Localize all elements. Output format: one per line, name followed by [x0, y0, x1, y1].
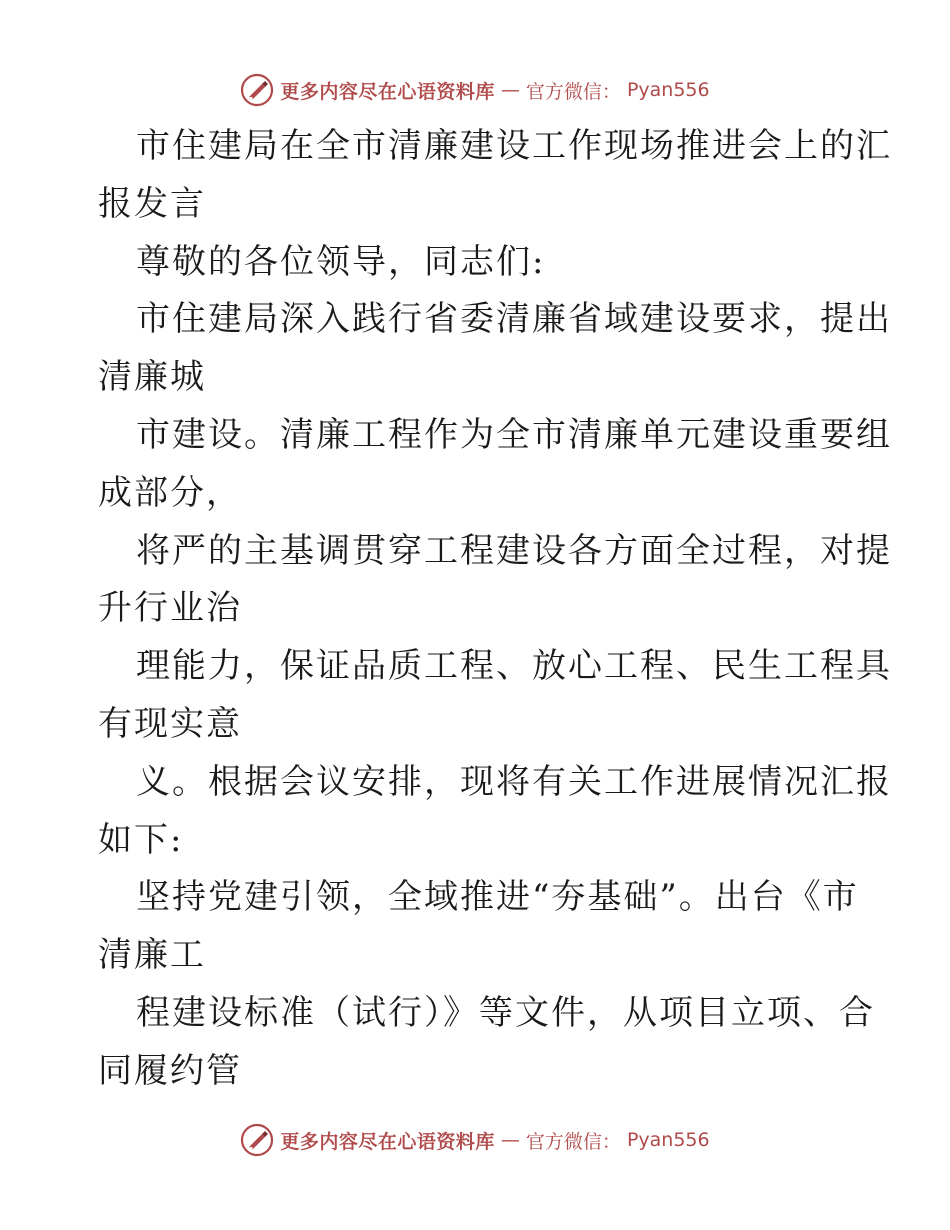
watermark-text: 更多内容尽在心语资料库	[280, 1130, 495, 1153]
text-line: 将严的主基调贯穿工程建设各方面全过程，对提	[136, 530, 892, 571]
footer-watermark	[0, 1120, 950, 1160]
text-line: 升行业治	[98, 588, 242, 629]
watermark-text: 更多内容尽在心语资料库	[280, 80, 495, 103]
watermark-label: 官方微信：	[525, 1130, 621, 1153]
text-line: 市建设。清廉工程作为全市清廉单元建设重要组	[136, 414, 892, 455]
text-line: 同履约管	[98, 1050, 242, 1091]
text-line: 尊敬的各位领导，同志们:	[136, 241, 546, 282]
document-body	[98, 118, 892, 1101]
text-line: 报发言	[98, 183, 206, 224]
watermark-account: Pyan556	[626, 79, 710, 101]
text-line: 理能力，保证品质工程、放心工程、民生工程具	[136, 646, 892, 687]
text-line: 义。根据会议安排，现将有关工作进展情况汇报	[136, 761, 892, 802]
text-line: 成部分，	[98, 472, 242, 513]
pen-logo-icon	[240, 73, 274, 107]
text-line: 市住建局在全市清廉建设工作现场推进会上的汇	[136, 126, 892, 166]
pen-logo-icon	[240, 1123, 274, 1157]
watermark-separator: —	[500, 79, 520, 101]
text-line: 程建设标准（试行）》等文件，从项目立项、合	[136, 992, 875, 1033]
text-line: 清廉城	[98, 357, 206, 398]
text-line: 如下:	[98, 819, 184, 860]
text-line: 清廉工	[98, 935, 206, 976]
watermark-label: 官方微信：	[525, 80, 621, 103]
text-line: 有现实意	[98, 703, 242, 744]
text-line: 坚持党建引领，全域推进“夯基础”。出台《市	[136, 877, 859, 918]
text-line: 市住建局深入践行省委清廉省域建设要求，提出	[136, 299, 892, 340]
header-watermark	[0, 70, 950, 110]
watermark-account: Pyan556	[626, 1129, 710, 1151]
watermark-separator: —	[500, 1129, 520, 1151]
